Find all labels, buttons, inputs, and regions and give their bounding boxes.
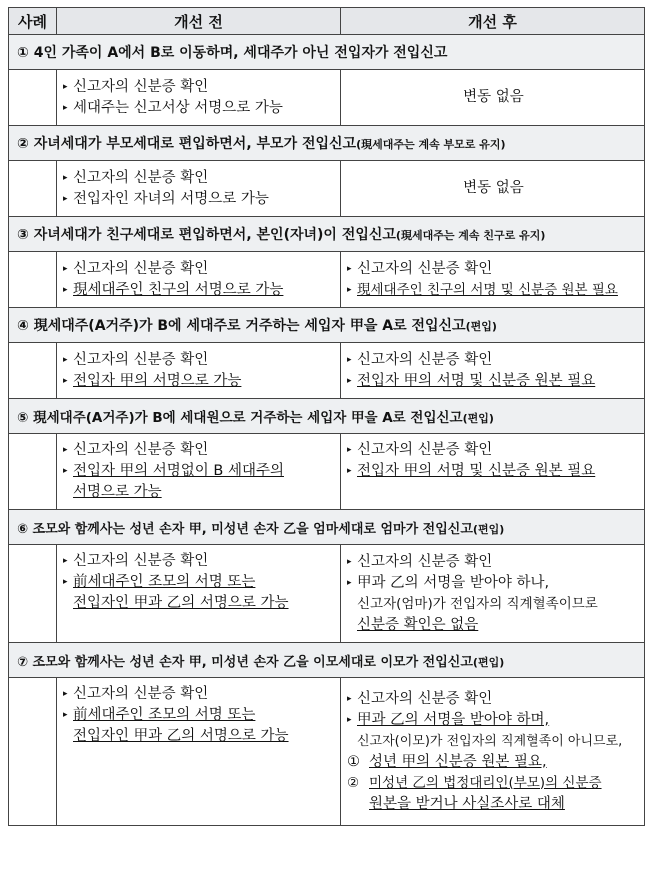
bullet-icon: ▸ (63, 172, 68, 183)
after-cell (341, 434, 645, 510)
case-note: (편입) (462, 412, 494, 425)
case-title: ⑦ 조모와 함께사는 성년 손자 甲, 미성년 손자 乙을 이모세대로 이모가 전입신고(편입) (9, 643, 645, 678)
case-note: (편입) (472, 655, 505, 669)
list-item-continued: 신고자(이모)가 전입자의 직계혈족이 아니므로, (357, 733, 623, 749)
list-item: ▸ 甲과 乙의 서명을 받아야 하며, (347, 710, 640, 731)
case-body-row (9, 70, 645, 126)
bullet-icon: ▸ (347, 714, 352, 725)
case-title: ① 4인 가족이 A에서 B로 이동하며, 세대주가 아닌 전입자가 전입신고 (9, 35, 645, 70)
bullet-icon: ▸ (347, 577, 352, 588)
case-note: (편입) (465, 320, 497, 333)
bullet-icon: ▸ (63, 577, 68, 587)
after-cell: 변동 없음 (341, 70, 645, 126)
case-body-row (9, 434, 645, 510)
list-item: ▸ 甲과 乙의 서명을 받아야 하나, (347, 573, 640, 594)
list-item: ▸ 신고자의 신분증 확인 (347, 259, 640, 280)
after-cell (341, 252, 645, 308)
case-body-row (9, 545, 645, 643)
bullet-icon: ▸ (63, 445, 68, 455)
list-item: ▸ 現세대주인 친구의 서명 및 신분증 원본 필요 (347, 280, 640, 301)
bullet-icon: ▸ (347, 263, 352, 274)
header-after: 개선 후 (341, 8, 645, 35)
case-body-row (9, 161, 645, 217)
list-item-continued: 전입자인 甲과 乙의 서명으로 가능 (73, 595, 289, 611)
list-item: ▸ 現세대주인 친구의 서명으로 가능 (63, 280, 336, 301)
case-empty-cell (9, 70, 57, 126)
bullet-icon: ▸ (63, 81, 68, 92)
bullet-icon: ▸ (347, 284, 352, 295)
list-item: ▸ 전입자인 자녀의 서명으로 가능 (63, 189, 336, 210)
list-item: ▸ 전입자 甲의 서명으로 가능 (63, 371, 336, 392)
list-item: ▸ 신고자의 신분증 확인 (63, 350, 336, 371)
list-item: ▸ 세대주는 신고서상 서명으로 가능 (63, 98, 336, 119)
case-empty-cell (9, 161, 57, 217)
header-case: 사례 (9, 8, 57, 35)
bullet-icon: ▸ (347, 375, 352, 386)
list-item: ▸ 신고자의 신분증 확인 (63, 551, 336, 572)
bullet-icon: ▸ (63, 710, 68, 720)
list-item-continued: 서명으로 가능 (73, 484, 162, 500)
after-cell (341, 678, 645, 826)
bullet-icon: ▸ (63, 263, 68, 274)
case-title: ② 자녀세대가 부모세대로 편입하면서, 부모가 전입신고(現세대주는 계속 부모로 유지) (9, 126, 645, 161)
case-title-row (9, 308, 645, 343)
after-cell (341, 343, 645, 399)
bullet-icon: ▸ (347, 445, 352, 455)
bullet-icon: ▸ (63, 556, 68, 566)
list-item: ▸ 신고자의 신분증 확인 (347, 689, 640, 710)
case-note: (現세대주는 계속 친구로 유지) (395, 229, 546, 242)
after-cell (341, 545, 645, 643)
case-title-row (9, 35, 645, 70)
before-cell (57, 161, 341, 217)
sub-item-number: ① (347, 753, 360, 770)
list-item: ▸ 신고자의 신분증 확인 (63, 440, 336, 461)
bullet-icon: ▸ (63, 102, 68, 113)
list-item: ▸ 전입자 甲의 서명 및 신분증 원본 필요 (347, 461, 640, 482)
before-cell (57, 343, 341, 399)
header-before: 개선 전 (57, 8, 341, 35)
list-item-continued: 신고자(엄마)가 전입자의 직계혈족이므로 (357, 595, 598, 612)
list-item: ▸ 前세대주인 조모의 서명 또는 (63, 572, 336, 593)
list-item: ▸ 신고자의 신분증 확인 (63, 77, 336, 98)
before-cell (57, 545, 341, 643)
case-empty-cell (9, 252, 57, 308)
case-title-row (9, 126, 645, 161)
before-cell (57, 434, 341, 510)
comparison-table (8, 7, 645, 826)
list-item: ▸ 전입자 甲의 서명 및 신분증 원본 필요 (347, 371, 640, 392)
sub-item: ② 미성년 乙의 법정대리인(부모)의 신분증 (347, 773, 640, 794)
sub-item: ① 성년 甲의 신분증 원본 필요, (347, 752, 640, 773)
bullet-icon: ▸ (63, 375, 68, 386)
bullet-icon: ▸ (63, 193, 68, 204)
list-item-continued: 전입자인 甲과 乙의 서명으로 가능 (73, 728, 289, 744)
case-body-row (9, 343, 645, 399)
case-title-row (9, 510, 645, 545)
before-cell (57, 252, 341, 308)
bullet-icon: ▸ (347, 556, 352, 567)
sub-item-number: ② (347, 774, 360, 791)
sub-item-continued: 원본을 받거나 사실조사로 대체 (369, 795, 565, 812)
case-title-row (9, 643, 645, 678)
list-item: ▸ 신고자의 신분증 확인 (63, 259, 336, 280)
list-item: ▸ 신고자의 신분증 확인 (347, 350, 640, 371)
list-item: ▸ 신고자의 신분증 확인 (347, 552, 640, 573)
list-item: ▸ 신고자의 신분증 확인 (63, 684, 336, 705)
case-body-row (9, 678, 645, 826)
case-title: ⑥ 조모와 함께사는 성년 손자 甲, 미성년 손자 乙을 엄마세대로 엄마가 전입신고(편입) (9, 510, 645, 545)
table-header-row (9, 8, 645, 35)
case-title: ④ 現세대주(A거주)가 B에 세대주로 거주하는 세입자 甲을 A로 전입신고(편입) (9, 308, 645, 343)
before-cell (57, 678, 341, 826)
case-empty-cell (9, 678, 57, 826)
case-empty-cell (9, 343, 57, 399)
bullet-icon: ▸ (347, 466, 352, 476)
bullet-icon: ▸ (63, 354, 68, 365)
bullet-icon: ▸ (63, 284, 68, 295)
bullet-icon: ▸ (347, 693, 352, 704)
after-cell: 변동 없음 (341, 161, 645, 217)
bullet-icon: ▸ (63, 466, 68, 476)
case-empty-cell (9, 545, 57, 643)
case-title: ③ 자녀세대가 친구세대로 편입하면서, 본인(자녀)이 전입신고(現세대주는 계속 친구로 유지) (9, 217, 645, 252)
before-cell (57, 70, 341, 126)
list-item: ▸ 전입자 甲의 서명없이 B 세대주의 (63, 461, 336, 482)
case-title-row (9, 217, 645, 252)
list-item: ▸ 신고자의 신분증 확인 (347, 440, 640, 461)
list-item: ▸ 前세대주인 조모의 서명 또는 (63, 705, 336, 726)
case-title: ⑤ 現세대주(A거주)가 B에 세대원으로 거주하는 세입자 甲을 A로 전입신고(편입) (9, 399, 645, 434)
case-title-row (9, 399, 645, 434)
bullet-icon: ▸ (347, 354, 352, 365)
case-empty-cell (9, 434, 57, 510)
list-item: ▸ 신고자의 신분증 확인 (63, 168, 336, 189)
case-body-row (9, 252, 645, 308)
list-item-continued: 신분증 확인은 없음 (357, 616, 479, 633)
bullet-icon: ▸ (63, 689, 68, 699)
case-note: (편입) (472, 522, 505, 536)
case-note: (現세대주는 계속 부모로 유지) (356, 138, 506, 151)
